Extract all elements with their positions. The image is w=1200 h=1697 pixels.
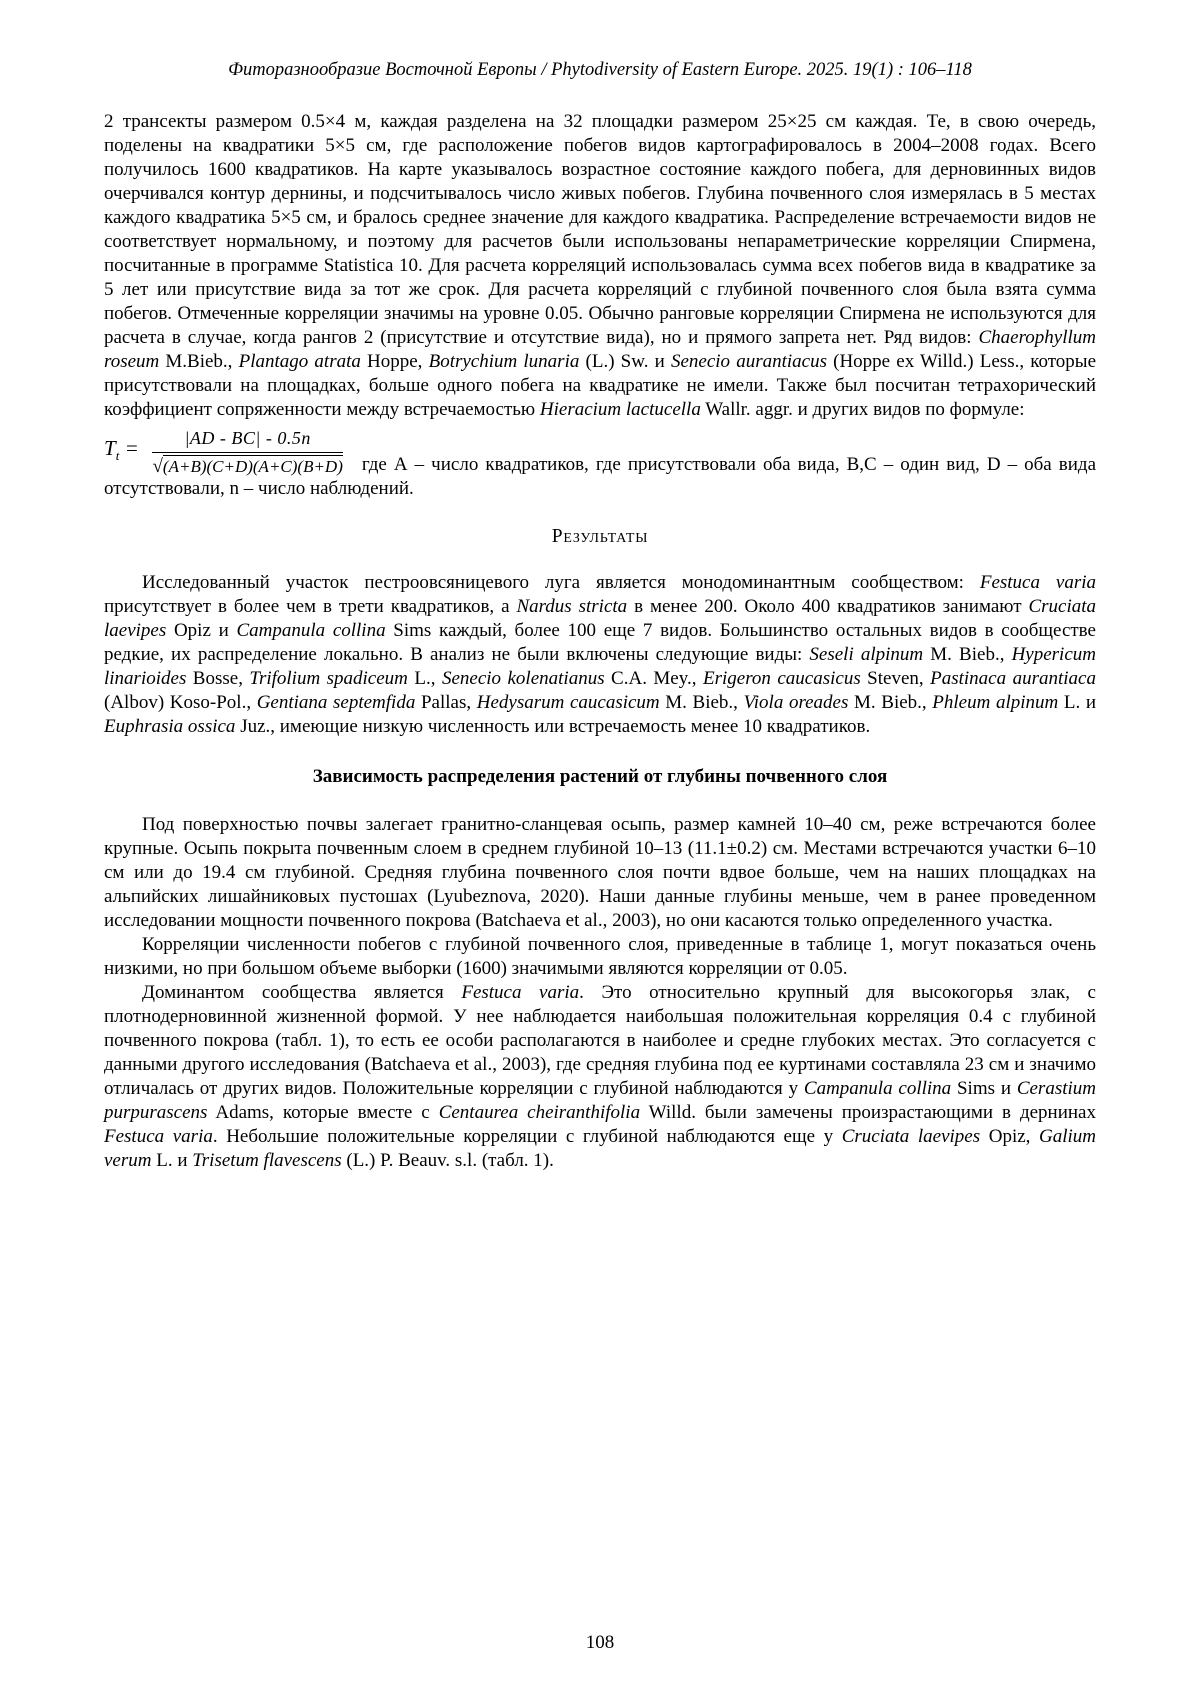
formula-fraction <box>152 428 342 477</box>
formula-denominator <box>152 453 342 477</box>
formula-paragraph <box>104 428 1096 501</box>
soil-paragraph-3: Доминантом сообщества является Festuca varia. Это относительно крупный для высокогорья злак, с плотнодерновинной жизненной формой. У нее наблюдается наибольшая положительная корреляция 0.4 с глубиной почвенного покрова (табл. 1), то есть ее особи располагаются в наиболее и средне глубоких местах. Это согласуется с данными другого исследования (Batchaeva et al., 2003), где средняя глубина под ее куртинами составляла 23 см и значимо отличалась от других видов. Положительные корреляции с глубиной наблюдаются у Campanula collina Sims и Cerastium purpurascens Adams, которые вместе с Centaurea cheiranthifolia Willd. были замечены произрастающими в дернинах Festuca varia. Небольшие положительные корреляции с глубиной наблюдаются еще у Cruciata laevipes Opiz, Galium verum L. и Trisetum flavescens (L.) P. Beauv. s.l. (табл. 1). <box>104 982 1096 1171</box>
formula-radicand: (A+B)(C+D)(A+C)(B+D) <box>162 457 343 476</box>
tetrachoric-formula <box>104 428 343 477</box>
formula-symbol: T <box>104 436 116 461</box>
equals-sign: = <box>124 436 139 461</box>
methods-paragraph: 2 трансекты размером 0.5×4 м, каждая разделена на 32 площадки размером 25×25 см каждая. Те, в свою очередь, поделены на квадратики 5×5 см, где расположение побегов видов картографировалось в 2004–2008 годах. Всего получилось 1600 квадратиков. На карте указывалось возрастное состояние каждого побега, для дерновинных видов очерчивался контур дернины, и подсчитывалось число живых побегов. Глубина почвенного слоя измерялась в 5 местах каждого квадратика 5×5 см, и бралось среднее значение для каждого квадратика. Распределение встречаемости видов не соответствует нормальному, и поэтому для расчетов были использованы непараметрические корреляции Спирмена, посчитанные в программе Statistica 10. Для расчета корреляций использовалась сумма всех побегов вида в квадратике за 5 лет или присутствие вида за тот же срок. Для расчета корреляций с глубиной почвенного слоя была взята сумма побегов. Отмеченные корреляции значимы на уровне 0.05. Обычно ранговые корреляции Спирмена не используются для расчета в случае, когда рангов 2 (присутствие и отсутствие вида), но и прямого запрета нет. Ряд видов: Chaerophyllum roseum M.Bieb., Plantago atrata Hoppe, Botrychium lunaria (L.) Sw. и Senecio aurantiacus (Hoppe ex Willd.) Less., которые присутствовали на площадках, больше одного побега на квадратике не имели. Также был посчитан тетрахорический коэффициент сопряженности между встречаемостью Hieracium lactucella Wallr. aggr. и других видов по формуле: <box>104 111 1097 420</box>
formula-lhs <box>104 436 139 468</box>
soil-paragraph-1: Под поверхностью почвы залегает гранитно-сланцевая осыпь, размер камней 10–40 см, реже встречаются более крупные. Осыпь покрыта почвенным слоем в среднем глубиной 10–13 (11.1±0.2) см. Местами встречаются участки 6–10 см или до 19.4 см глубиной. Средняя глубина почвенного слоя почти вдвое больше, чем на наших площадках на альпийских лишайниковых пустошах (Lyubeznova, 2020). Наши данные глубины меньше, чем в ранее проведенном исследовании мощности почвенного покрова (Batchaeva et al., 2003), но они касаются только определенного участка. <box>104 814 1096 931</box>
soil-depth-heading: Зависимость распределения растений от глубины почвенного слоя <box>312 766 888 787</box>
results-paragraph: Исследованный участок пестроовсяницевого луга является монодоминантным сообществом: Festuca varia присутствует в более чем в трети квадратиков, а Nardus stricta в менее 200. Около 400 квадратиков занимают Cruciata laevipes Opiz и Campanula collina Sims каждый, более 100 еще 7 видов. Большинство остальных видов в сообществе редкие, их распределение локально. В анализ не были включены следующие виды: Seseli alpinum M. Bieb., Hypericum linarioides Bosse, Trifolium spadiceum L., Senecio kolenatianus C.A. Mey., Erigeron caucasicus Steven, Pastinaca aurantiaca (Albov) Koso-Pol., Gentiana septemfida Pallas, Hedysarum caucasicum M. Bieb., Viola oreades M. Bieb., Phleum alpinum L. и Euphrasia ossica Juz., имеющие низкую численность или встречаемость менее 10 квадратиков. <box>104 572 1097 737</box>
soil-paragraph-2: Корреляции численности побегов с глубиной почвенного слоя, приведенные в таблице 1, могут показаться очень низкими, но при большом объеме выборки (1600) значимыми являются корреляции от 0.05. <box>104 934 1096 979</box>
page-number: 108 <box>585 1632 615 1653</box>
formula-caption: где А – число квадратиков, где присутствовали оба вида, B,C – один вид, D – оба вида отсутствовали, n – число наблюдений. <box>104 454 1097 499</box>
formula-subscript: t <box>115 448 120 464</box>
results-heading: Результаты <box>551 526 649 547</box>
formula-numerator: |AD - BC| - 0.5n <box>152 428 342 453</box>
radical-sign: √ <box>152 456 163 477</box>
journal-header: Фиторазнообразие Восточной Европы / Phytodiversity of Eastern Europe. 2025. 19(1) : 106–118 <box>228 60 972 80</box>
